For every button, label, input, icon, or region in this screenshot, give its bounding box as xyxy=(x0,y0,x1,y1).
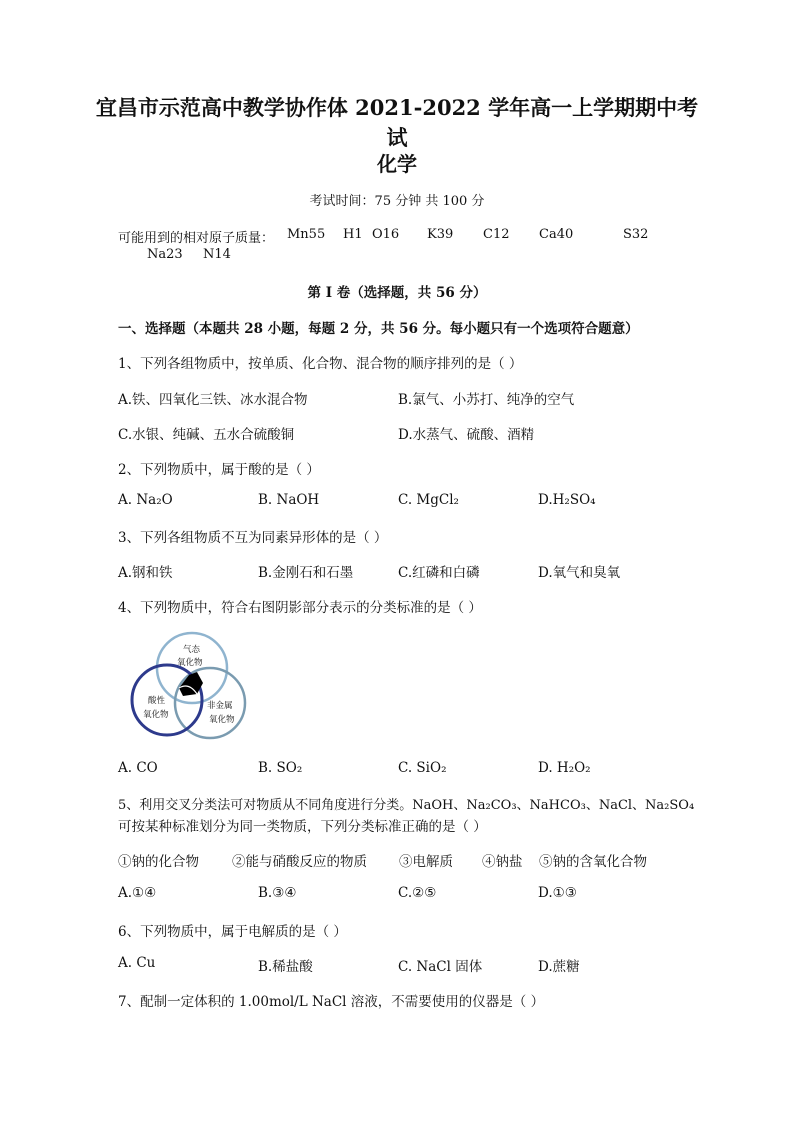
exam-time: 考试时间：75 分钟 共 100 分 xyxy=(309,194,485,209)
venn-label-gaseous: 气态 xyxy=(183,645,201,655)
question-1-option-b: B.氯气、小苏打、纯净的空气 xyxy=(398,392,575,408)
question-3-option-d: D.氧气和臭氧 xyxy=(538,565,621,581)
question-5-criterion-1: ①钠的化合物 xyxy=(118,854,199,870)
venn-label-nonmetal-oxide: 氧化物 xyxy=(209,715,235,725)
exam-title-line1: 宜昌市示范高中教学协作体 2021-2022 学年高一上学期期中考 xyxy=(95,95,699,120)
atomic-mass-label: 可能用到的相对原子质量： xyxy=(118,231,275,246)
atomic-mass-ca: Ca40 xyxy=(539,227,574,242)
question-5-stem-line2: 可按某种标准划分为同一类物质，下列分类标准正确的是（ ） xyxy=(118,819,487,835)
question-5-criterion-2: ②能与硝酸反应的物质 xyxy=(232,854,367,870)
question-2-stem: 2、下列物质中，属于酸的是（ ） xyxy=(118,462,320,478)
section-title: 第 I 卷（选择题，共 56 分） xyxy=(307,285,487,301)
question-6-option-b: B.稀盐酸 xyxy=(258,959,313,975)
question-5-option-c: C.②⑤ xyxy=(398,885,437,901)
question-4-option-d: D. H₂O₂ xyxy=(538,760,591,776)
question-6-option-a: A. Cu xyxy=(118,955,156,971)
question-1-option-d: D.水蒸气、硫酸、酒精 xyxy=(398,427,535,443)
question-7-stem: 7、配制一定体积的 1.00mol/L NaCl 溶液，不需要使用的仪器是（ ） xyxy=(118,994,545,1010)
venn-label-nonmetal: 非金属 xyxy=(207,701,233,711)
question-4-stem: 4、下列物质中，符合右图阴影部分表示的分类标准的是（ ） xyxy=(118,600,482,616)
venn-diagram xyxy=(125,628,250,740)
question-5-option-d: D.①③ xyxy=(538,885,577,901)
question-2-option-b: B. NaOH xyxy=(258,492,320,508)
question-4-option-a: A. CO xyxy=(118,760,158,776)
atomic-mass-s: S32 xyxy=(623,227,649,242)
venn-label-acidic-oxide: 氧化物 xyxy=(143,710,169,720)
question-1-stem: 1、下列各组物质中，按单质、化合物、混合物的顺序排列的是（ ） xyxy=(118,356,523,372)
question-5-option-a: A.①④ xyxy=(118,885,157,901)
atomic-mass-o: O16 xyxy=(372,227,400,242)
venn-shaded-intersection xyxy=(179,672,203,696)
question-6-option-c: C. NaCl 固体 xyxy=(398,959,483,975)
exam-subject: 化学 xyxy=(377,152,417,176)
venn-label-gaseous-oxide: 氧化物 xyxy=(177,658,203,668)
atomic-mass-mn: Mn55 xyxy=(287,227,326,242)
atomic-mass-na: Na23 xyxy=(147,247,183,262)
question-6-option-d: D.蔗糖 xyxy=(538,959,580,975)
question-1-option-a: A.铁、四氧化三铁、冰水混合物 xyxy=(118,392,308,408)
part-title: 一、选择题（本题共 28 小题，每题 2 分，共 56 分。每小题只有一个选项符合题意） xyxy=(118,321,639,337)
question-5-criterion-5: ⑤钠的含氧化合物 xyxy=(539,854,647,870)
question-5-option-b: B.③④ xyxy=(258,885,297,901)
question-5-criterion-4: ④钠盐 xyxy=(482,854,523,870)
question-5-stem-line1: 5、利用交叉分类法可对物质从不同角度进行分类。NaOH、Na₂CO₃、NaHCO₃、NaCl、Na₂SO₄ xyxy=(118,798,695,813)
question-2-option-d: D.H₂SO₄ xyxy=(538,492,596,508)
atomic-mass-k: K39 xyxy=(427,227,454,242)
question-4-option-c: C. SiO₂ xyxy=(398,760,447,776)
exam-title-line2: 试 xyxy=(386,125,408,150)
question-2-option-c: C. MgCl₂ xyxy=(398,492,459,508)
atomic-mass-h: H1 xyxy=(343,227,363,242)
question-4-option-b: B. SO₂ xyxy=(258,760,303,776)
question-3-option-c: C.红磷和白磷 xyxy=(398,565,480,581)
question-6-stem: 6、下列物质中，属于电解质的是（ ） xyxy=(118,924,347,940)
question-2-option-a: A. Na₂O xyxy=(118,492,173,508)
question-1-option-c: C.水银、纯碱、五水合硫酸铜 xyxy=(118,427,295,443)
question-3-option-b: B.金刚石和石墨 xyxy=(258,565,354,581)
question-5-criterion-3: ③电解质 xyxy=(399,854,453,870)
question-3-stem: 3、下列各组物质不互为同素异形体的是（ ） xyxy=(118,530,388,546)
question-3-option-a: A.钢和铁 xyxy=(118,565,173,581)
venn-label-acidic: 酸性 xyxy=(148,696,166,706)
atomic-mass-n: N14 xyxy=(203,247,231,262)
atomic-mass-c: C12 xyxy=(483,227,510,242)
